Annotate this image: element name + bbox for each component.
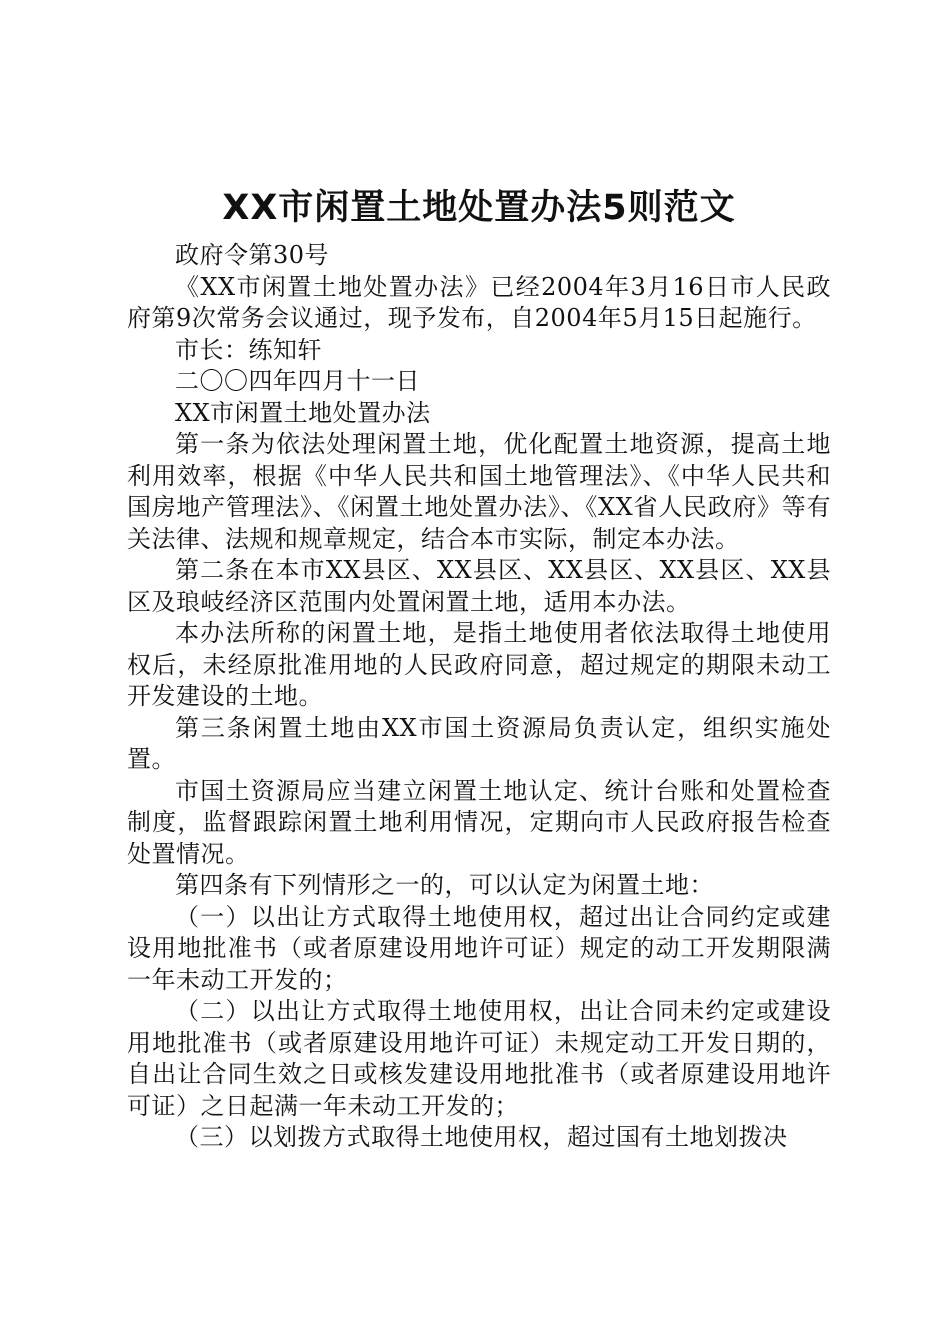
regulation-heading: XX市闲置土地处置办法	[175, 398, 431, 427]
decree-number: 政府令第30号	[175, 241, 330, 269]
document-page	[127, 182, 831, 1154]
article-2: 第二条在本市XX县区、XX县区、XX县区、XX县区、XX县区及琅岐经济区范围内处置闲置土地，适用本办法。	[127, 556, 831, 616]
article-3: 第三条闲置土地由XX市国土资源局负责认定，组织实施处置。	[127, 713, 831, 773]
article-4-item-1: （一）以出让方式取得土地使用权，超过出让合同约定或建设用地批准书（或者原建设用地许可证）规定的动工开发期限满一年未动工开发的；	[127, 902, 831, 994]
bureau-duties: 市国土资源局应当建立闲置土地认定、统计台账和处置检查制度，监督跟踪闲置土地利用情况，定期向市人民政府报告检查处置情况。	[127, 776, 831, 868]
article-1: 第一条为依法处理闲置土地，优化配置土地资源，提高土地利用效率，根据《中华人民共和国土地管理法》、《中华人民共和国房地产管理法》、《闲置土地处置办法》、《XX省人民政府》等有关法律、法规和规章规定，结合本市实际，制定本办法。	[127, 430, 831, 553]
article-4-item-2: （二）以出让方式取得土地使用权，出让合同未约定或建设用地批准书（或者原建设用地许可证）未规定动工开发日期的，自出让合同生效之日或核发建设用地批准书（或者原建设用地许可证）之日起满一年未动工开发的；	[127, 997, 831, 1120]
idle-land-definition: 本办法所称的闲置土地，是指土地使用者依法取得土地使用权后，未经原批准用地的人民政府同意，超过规定的期限未动工开发建设的土地。	[127, 619, 831, 710]
announcement-paragraph: 《XX市闲置土地处置办法》已经2004年3月16日市人民政府第9次常务会议通过，现予发布，自2004年5月15日起施行。	[127, 272, 831, 332]
issue-date: 二〇〇四年四月十一日	[175, 367, 420, 395]
document-title: XX市闲置土地处置办法5则范文	[222, 188, 736, 228]
article-4-item-3: （三）以划拨方式取得土地使用权，超过国有土地划拨决	[175, 1123, 788, 1151]
article-4: 第四条有下列情形之一的，可以认定为闲置土地：	[175, 871, 714, 899]
mayor-signature: 市长：练知轩	[175, 335, 322, 364]
